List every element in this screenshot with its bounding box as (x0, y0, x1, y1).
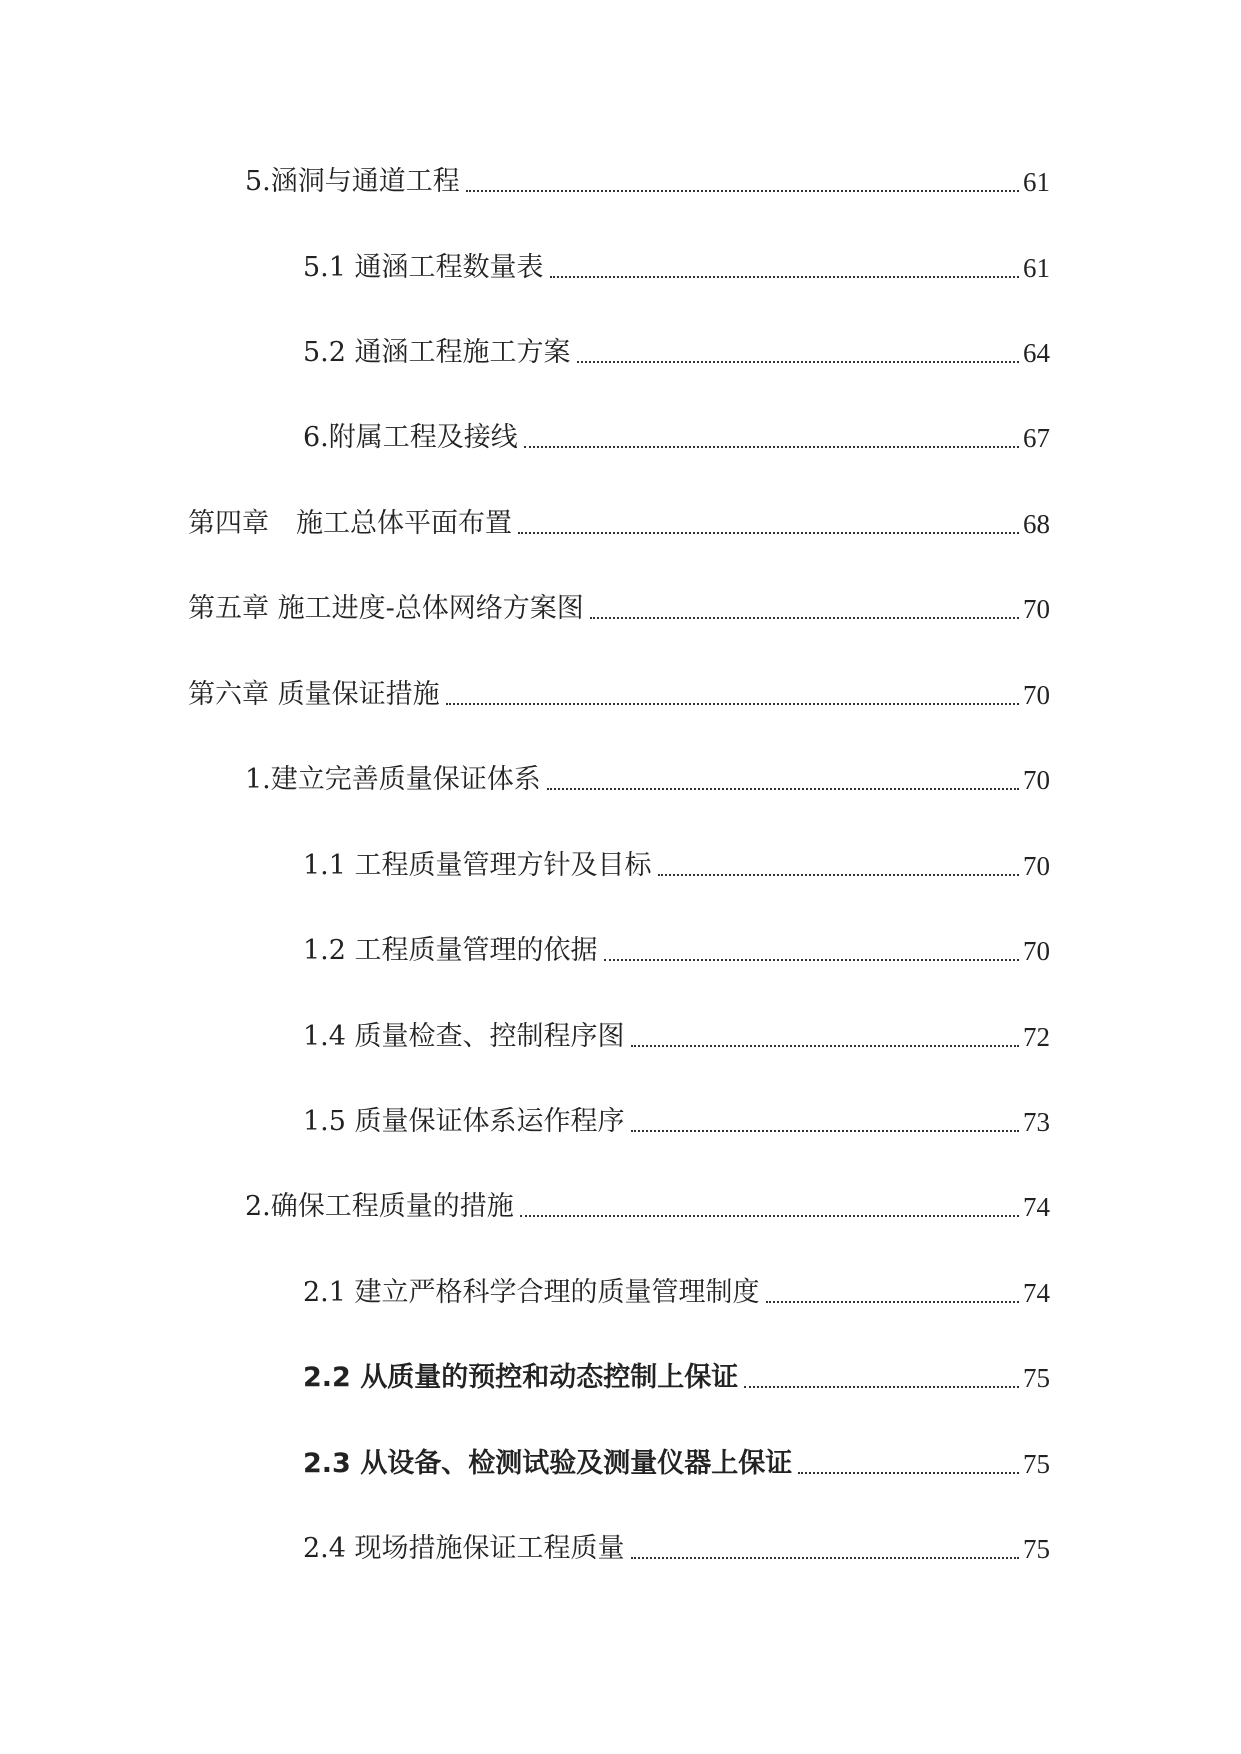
toc-entry-title: 5.1 通涵工程数量表 (303, 252, 544, 283)
toc-leader-dots (547, 788, 1019, 790)
toc-leader-dots (631, 1557, 1019, 1559)
toc-entry-page: 75 (1023, 1534, 1050, 1564)
toc-leader-dots (631, 1045, 1019, 1047)
toc-entry-page: 72 (1023, 1022, 1050, 1052)
toc-entry[interactable] (245, 1187, 1050, 1227)
toc-entry[interactable] (303, 1273, 1050, 1313)
toc-entry-title: 1.5 质量保证体系运作程序 (303, 1106, 625, 1137)
toc-entry-page: 75 (1023, 1449, 1050, 1479)
toc-leader-dots (798, 1472, 1019, 1474)
toc-entry-page: 61 (1023, 253, 1050, 283)
toc-entry-title: 2.4 现场措施保证工程质量 (303, 1533, 625, 1564)
toc-entry-page: 70 (1023, 594, 1050, 624)
toc-leader-dots (518, 532, 1019, 534)
toc-entry[interactable] (303, 846, 1050, 886)
toc-entry-title: 第六章 质量保证措施 (188, 679, 440, 710)
toc-entry[interactable] (303, 1444, 1050, 1484)
toc-leader-dots (550, 276, 1019, 278)
toc-entry-page: 70 (1023, 765, 1050, 795)
toc-leader-dots (766, 1301, 1019, 1303)
toc-leader-dots (604, 959, 1019, 961)
toc-leader-dots (744, 1386, 1019, 1388)
toc-entry-title: 第四章 施工总体平面布置 (188, 508, 512, 539)
toc-entry-page: 74 (1023, 1278, 1050, 1308)
toc-entry-page: 61 (1023, 167, 1050, 197)
toc-entry-title: 5.涵洞与通道工程 (245, 166, 460, 197)
toc-leader-dots (446, 703, 1019, 705)
toc-entry-title: 1.2 工程质量管理的依据 (303, 935, 598, 966)
toc-leader-dots (466, 190, 1019, 192)
toc-leader-dots (524, 446, 1019, 448)
toc-entry[interactable] (303, 1102, 1050, 1142)
toc-entry-title: 1.4 质量检查、控制程序图 (303, 1021, 625, 1052)
toc-leader-dots (590, 617, 1019, 619)
toc-entry-title: 6.附属工程及接线 (303, 422, 518, 453)
toc-entry-page: 70 (1023, 936, 1050, 966)
toc-entry-title: 2.1 建立严格科学合理的质量管理制度 (303, 1277, 760, 1308)
toc-leader-dots (577, 361, 1019, 363)
toc-entry[interactable] (303, 418, 1050, 458)
toc-entry-page: 73 (1023, 1107, 1050, 1137)
toc-entry-title: 2.2 从质量的预控和动态控制上保证 (303, 1362, 739, 1393)
toc-entry[interactable] (303, 931, 1050, 971)
toc-entry-title: 5.2 通涵工程施工方案 (303, 337, 571, 368)
toc-entry[interactable] (188, 589, 1050, 629)
toc-entry-title: 2.3 从设备、检测试验及测量仪器上保证 (303, 1448, 793, 1479)
toc-entry[interactable] (188, 675, 1050, 715)
toc-leader-dots (631, 1130, 1019, 1132)
toc-entry-page: 74 (1023, 1192, 1050, 1222)
toc-entry[interactable] (245, 162, 1050, 202)
toc-entry-title: 第五章 施工进度-总体网络方案图 (188, 593, 584, 624)
toc-entry-page: 75 (1023, 1363, 1050, 1393)
toc-entry-page: 68 (1023, 509, 1050, 539)
toc-entry[interactable] (303, 1529, 1050, 1569)
toc-entry[interactable] (188, 504, 1050, 544)
toc-entry-title: 1.建立完善质量保证体系 (245, 764, 541, 795)
toc-entry-page: 64 (1023, 338, 1050, 368)
toc-leader-dots (658, 874, 1019, 876)
toc-entry[interactable] (303, 248, 1050, 288)
toc-entry-title: 1.1 工程质量管理方针及目标 (303, 850, 652, 881)
toc-entry[interactable] (303, 1358, 1050, 1398)
toc-entry-page: 67 (1023, 423, 1050, 453)
toc-leader-dots (520, 1215, 1019, 1217)
toc-entry[interactable] (303, 333, 1050, 373)
toc-entry-page: 70 (1023, 851, 1050, 881)
toc-entry-page: 70 (1023, 680, 1050, 710)
toc-entry[interactable] (303, 1017, 1050, 1057)
toc-entry-title: 2.确保工程质量的措施 (245, 1191, 514, 1222)
toc-entry[interactable] (245, 760, 1050, 800)
